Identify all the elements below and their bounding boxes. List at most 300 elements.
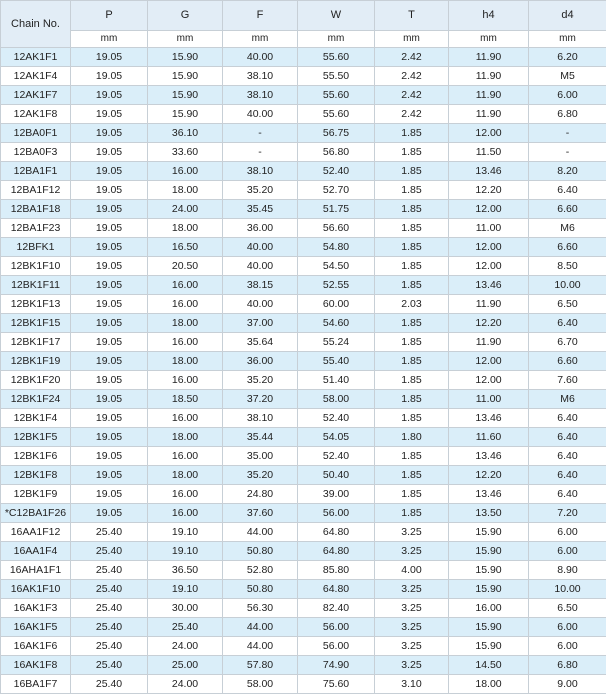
- f-cell: 35.20: [223, 181, 298, 200]
- t-cell: 3.25: [375, 523, 449, 542]
- w-cell: 56.00: [298, 637, 375, 656]
- t-cell: 3.25: [375, 542, 449, 561]
- table-header: [1, 1, 606, 48]
- t-cell: 1.85: [375, 314, 449, 333]
- d4-cell: 6.40: [529, 314, 606, 333]
- g-cell: 16.00: [148, 447, 223, 466]
- chain-no-cell: 12AK1F8: [1, 105, 71, 124]
- chain-no-cell: *C12BA1F26: [1, 504, 71, 523]
- t-cell: 1.85: [375, 466, 449, 485]
- g-cell: 24.00: [148, 637, 223, 656]
- g-cell: 16.00: [148, 276, 223, 295]
- h4-cell: 12.00: [449, 238, 529, 257]
- d4-cell: 9.00: [529, 675, 606, 694]
- p-cell: 19.05: [71, 295, 148, 314]
- table-row: [1, 580, 606, 599]
- p-cell: 19.05: [71, 352, 148, 371]
- d4-cell: 6.00: [529, 542, 606, 561]
- p-cell: 19.05: [71, 504, 148, 523]
- chain-no-cell: 12BK1F20: [1, 371, 71, 390]
- w-cell: 52.55: [298, 276, 375, 295]
- unit-t: mm: [375, 31, 449, 48]
- w-cell: 54.60: [298, 314, 375, 333]
- w-cell: 55.50: [298, 67, 375, 86]
- f-cell: 58.00: [223, 675, 298, 694]
- h4-cell: 11.00: [449, 390, 529, 409]
- f-cell: 40.00: [223, 48, 298, 67]
- g-cell: 18.00: [148, 466, 223, 485]
- g-cell: 18.00: [148, 219, 223, 238]
- p-cell: 19.05: [71, 276, 148, 295]
- chain-no-cell: 12BK1F4: [1, 409, 71, 428]
- g-cell: 16.00: [148, 333, 223, 352]
- d4-cell: 6.80: [529, 105, 606, 124]
- g-cell: 18.50: [148, 390, 223, 409]
- d4-cell: 8.90: [529, 561, 606, 580]
- p-cell: 25.40: [71, 561, 148, 580]
- f-cell: 56.30: [223, 599, 298, 618]
- col-header-d4: d4: [529, 1, 606, 31]
- t-cell: 3.25: [375, 656, 449, 675]
- w-cell: 64.80: [298, 580, 375, 599]
- table-row: [1, 181, 606, 200]
- d4-cell: 10.00: [529, 276, 606, 295]
- p-cell: 25.40: [71, 637, 148, 656]
- g-cell: 19.10: [148, 542, 223, 561]
- p-cell: 19.05: [71, 162, 148, 181]
- p-cell: 19.05: [71, 314, 148, 333]
- d4-cell: 6.50: [529, 599, 606, 618]
- t-cell: 2.03: [375, 295, 449, 314]
- f-cell: 40.00: [223, 295, 298, 314]
- chain-no-cell: 16AK1F10: [1, 580, 71, 599]
- d4-cell: -: [529, 124, 606, 143]
- h4-cell: 15.90: [449, 542, 529, 561]
- chain-no-cell: 16AA1F4: [1, 542, 71, 561]
- d4-cell: 6.20: [529, 48, 606, 67]
- h4-cell: 12.00: [449, 124, 529, 143]
- col-header-f: F: [223, 1, 298, 31]
- p-cell: 25.40: [71, 675, 148, 694]
- chain-no-cell: 12BA1F18: [1, 200, 71, 219]
- w-cell: 56.80: [298, 143, 375, 162]
- chain-no-cell: 12BK1F17: [1, 333, 71, 352]
- w-cell: 82.40: [298, 599, 375, 618]
- f-cell: 24.80: [223, 485, 298, 504]
- f-cell: 50.80: [223, 542, 298, 561]
- w-cell: 55.60: [298, 48, 375, 67]
- w-cell: 50.40: [298, 466, 375, 485]
- p-cell: 19.05: [71, 124, 148, 143]
- w-cell: 51.75: [298, 200, 375, 219]
- t-cell: 1.85: [375, 333, 449, 352]
- d4-cell: 6.00: [529, 523, 606, 542]
- d4-cell: 6.60: [529, 352, 606, 371]
- table-row: [1, 656, 606, 675]
- table-row: [1, 390, 606, 409]
- chain-no-cell: 16BA1F7: [1, 675, 71, 694]
- table-row: [1, 295, 606, 314]
- p-cell: 19.05: [71, 219, 148, 238]
- d4-cell: 8.20: [529, 162, 606, 181]
- table-row: [1, 48, 606, 67]
- f-cell: 35.00: [223, 447, 298, 466]
- f-cell: 40.00: [223, 238, 298, 257]
- col-header-g: G: [148, 1, 223, 31]
- d4-cell: M6: [529, 390, 606, 409]
- g-cell: 16.00: [148, 295, 223, 314]
- table-row: [1, 428, 606, 447]
- w-cell: 56.00: [298, 504, 375, 523]
- t-cell: 1.85: [375, 485, 449, 504]
- g-cell: 16.00: [148, 504, 223, 523]
- w-cell: 64.80: [298, 523, 375, 542]
- h4-cell: 18.00: [449, 675, 529, 694]
- h4-cell: 11.90: [449, 67, 529, 86]
- chain-no-cell: 12BK1F15: [1, 314, 71, 333]
- h4-cell: 14.50: [449, 656, 529, 675]
- h4-cell: 12.20: [449, 314, 529, 333]
- h4-cell: 11.90: [449, 105, 529, 124]
- t-cell: 1.85: [375, 276, 449, 295]
- h4-cell: 15.90: [449, 523, 529, 542]
- table-row: [1, 162, 606, 181]
- d4-cell: 6.60: [529, 200, 606, 219]
- f-cell: 38.10: [223, 409, 298, 428]
- unit-p: mm: [71, 31, 148, 48]
- t-cell: 1.85: [375, 257, 449, 276]
- d4-cell: M6: [529, 219, 606, 238]
- p-cell: 19.05: [71, 105, 148, 124]
- h4-cell: 12.00: [449, 200, 529, 219]
- table-row: [1, 675, 606, 694]
- chain-no-cell: 12BK1F11: [1, 276, 71, 295]
- chain-no-cell: 16AHA1F1: [1, 561, 71, 580]
- w-cell: 75.60: [298, 675, 375, 694]
- g-cell: 19.10: [148, 523, 223, 542]
- h4-cell: 13.46: [449, 409, 529, 428]
- d4-cell: 6.40: [529, 485, 606, 504]
- w-cell: 55.40: [298, 352, 375, 371]
- p-cell: 19.05: [71, 333, 148, 352]
- p-cell: 19.05: [71, 447, 148, 466]
- f-cell: 38.10: [223, 86, 298, 105]
- t-cell: 1.85: [375, 352, 449, 371]
- h4-cell: 15.90: [449, 618, 529, 637]
- w-cell: 56.60: [298, 219, 375, 238]
- chain-no-cell: 16AK1F3: [1, 599, 71, 618]
- d4-cell: 7.20: [529, 504, 606, 523]
- h4-cell: 11.90: [449, 333, 529, 352]
- g-cell: 16.00: [148, 409, 223, 428]
- d4-cell: M5: [529, 67, 606, 86]
- p-cell: 25.40: [71, 580, 148, 599]
- d4-cell: 6.60: [529, 238, 606, 257]
- h4-cell: 13.46: [449, 276, 529, 295]
- f-cell: 44.00: [223, 618, 298, 637]
- t-cell: 3.10: [375, 675, 449, 694]
- t-cell: 2.42: [375, 48, 449, 67]
- p-cell: 19.05: [71, 390, 148, 409]
- d4-cell: 6.00: [529, 637, 606, 656]
- chain-no-cell: 12BK1F6: [1, 447, 71, 466]
- g-cell: 15.90: [148, 48, 223, 67]
- g-cell: 20.50: [148, 257, 223, 276]
- d4-cell: 8.50: [529, 257, 606, 276]
- col-header-p: P: [71, 1, 148, 31]
- g-cell: 18.00: [148, 181, 223, 200]
- table-row: [1, 67, 606, 86]
- h4-cell: 11.50: [449, 143, 529, 162]
- w-cell: 55.24: [298, 333, 375, 352]
- g-cell: 30.00: [148, 599, 223, 618]
- table-row: [1, 485, 606, 504]
- table-row: [1, 618, 606, 637]
- chain-no-cell: 12BFK1: [1, 238, 71, 257]
- d4-cell: 6.00: [529, 86, 606, 105]
- w-cell: 56.00: [298, 618, 375, 637]
- table-row: [1, 86, 606, 105]
- d4-cell: 6.40: [529, 428, 606, 447]
- d4-cell: 6.40: [529, 181, 606, 200]
- chain-no-cell: 12AK1F1: [1, 48, 71, 67]
- g-cell: 19.10: [148, 580, 223, 599]
- t-cell: 2.42: [375, 67, 449, 86]
- table-row: [1, 143, 606, 162]
- w-cell: 55.60: [298, 105, 375, 124]
- g-cell: 24.00: [148, 200, 223, 219]
- t-cell: 1.85: [375, 200, 449, 219]
- g-cell: 18.00: [148, 428, 223, 447]
- d4-cell: 6.40: [529, 409, 606, 428]
- table-row: [1, 314, 606, 333]
- h4-cell: 13.50: [449, 504, 529, 523]
- chain-no-cell: 12BK1F24: [1, 390, 71, 409]
- w-cell: 74.90: [298, 656, 375, 675]
- p-cell: 19.05: [71, 48, 148, 67]
- f-cell: 35.44: [223, 428, 298, 447]
- h4-cell: 11.90: [449, 295, 529, 314]
- table-row: [1, 561, 606, 580]
- h4-cell: 15.90: [449, 580, 529, 599]
- w-cell: 52.70: [298, 181, 375, 200]
- chain-no-cell: 16AK1F5: [1, 618, 71, 637]
- f-cell: 50.80: [223, 580, 298, 599]
- t-cell: 1.85: [375, 409, 449, 428]
- t-cell: 1.80: [375, 428, 449, 447]
- h4-cell: 11.90: [449, 86, 529, 105]
- t-cell: 1.85: [375, 390, 449, 409]
- g-cell: 15.90: [148, 67, 223, 86]
- h4-cell: 12.20: [449, 466, 529, 485]
- chain-no-cell: 12AK1F7: [1, 86, 71, 105]
- w-cell: 54.80: [298, 238, 375, 257]
- f-cell: 37.00: [223, 314, 298, 333]
- t-cell: 1.85: [375, 238, 449, 257]
- p-cell: 19.05: [71, 466, 148, 485]
- p-cell: 25.40: [71, 542, 148, 561]
- chain-no-cell: 12BK1F10: [1, 257, 71, 276]
- chain-no-cell: 12BK1F13: [1, 295, 71, 314]
- chain-no-cell: 12BK1F8: [1, 466, 71, 485]
- f-cell: 52.80: [223, 561, 298, 580]
- p-cell: 25.40: [71, 656, 148, 675]
- col-header-h4: h4: [449, 1, 529, 31]
- f-cell: -: [223, 143, 298, 162]
- chain-no-cell: 16AA1F12: [1, 523, 71, 542]
- g-cell: 18.00: [148, 314, 223, 333]
- table-row: [1, 219, 606, 238]
- p-cell: 19.05: [71, 67, 148, 86]
- d4-cell: 6.80: [529, 656, 606, 675]
- t-cell: 1.85: [375, 447, 449, 466]
- w-cell: 51.40: [298, 371, 375, 390]
- f-cell: 38.10: [223, 67, 298, 86]
- w-cell: 52.40: [298, 447, 375, 466]
- g-cell: 24.00: [148, 675, 223, 694]
- f-cell: 40.00: [223, 105, 298, 124]
- chain-no-cell: 12BA1F12: [1, 181, 71, 200]
- chain-no-cell: 12BA1F1: [1, 162, 71, 181]
- w-cell: 52.40: [298, 409, 375, 428]
- f-cell: 37.20: [223, 390, 298, 409]
- f-cell: 35.20: [223, 466, 298, 485]
- chain-no-cell: 12AK1F4: [1, 67, 71, 86]
- p-cell: 19.05: [71, 409, 148, 428]
- f-cell: 37.60: [223, 504, 298, 523]
- t-cell: 1.85: [375, 371, 449, 390]
- h4-cell: 12.00: [449, 352, 529, 371]
- chain-no-cell: 16AK1F8: [1, 656, 71, 675]
- t-cell: 1.85: [375, 162, 449, 181]
- d4-cell: 6.40: [529, 447, 606, 466]
- f-cell: -: [223, 124, 298, 143]
- p-cell: 19.05: [71, 428, 148, 447]
- p-cell: 19.05: [71, 238, 148, 257]
- table-row: [1, 200, 606, 219]
- chain-no-cell: 12BK1F9: [1, 485, 71, 504]
- chain-no-cell: 16AK1F6: [1, 637, 71, 656]
- h4-cell: 11.00: [449, 219, 529, 238]
- g-cell: 36.50: [148, 561, 223, 580]
- h4-cell: 11.90: [449, 48, 529, 67]
- chain-no-cell: 12BA0F1: [1, 124, 71, 143]
- h4-cell: 13.46: [449, 447, 529, 466]
- unit-d4: mm: [529, 31, 606, 48]
- p-cell: 19.05: [71, 86, 148, 105]
- g-cell: 18.00: [148, 352, 223, 371]
- table-row: [1, 105, 606, 124]
- table-row: [1, 409, 606, 428]
- w-cell: 56.75: [298, 124, 375, 143]
- d4-cell: 6.00: [529, 618, 606, 637]
- d4-cell: 6.50: [529, 295, 606, 314]
- w-cell: 60.00: [298, 295, 375, 314]
- g-cell: 33.60: [148, 143, 223, 162]
- f-cell: 36.00: [223, 219, 298, 238]
- w-cell: 55.60: [298, 86, 375, 105]
- table-row: [1, 447, 606, 466]
- table-row: [1, 371, 606, 390]
- g-cell: 16.00: [148, 162, 223, 181]
- d4-cell: 6.70: [529, 333, 606, 352]
- t-cell: 3.25: [375, 580, 449, 599]
- t-cell: 1.85: [375, 181, 449, 200]
- t-cell: 1.85: [375, 504, 449, 523]
- table-row: [1, 466, 606, 485]
- unit-h4: mm: [449, 31, 529, 48]
- table-row: [1, 637, 606, 656]
- d4-cell: 7.60: [529, 371, 606, 390]
- p-cell: 19.05: [71, 200, 148, 219]
- f-cell: 44.00: [223, 523, 298, 542]
- p-cell: 19.05: [71, 181, 148, 200]
- unit-w: mm: [298, 31, 375, 48]
- t-cell: 3.25: [375, 599, 449, 618]
- p-cell: 25.40: [71, 523, 148, 542]
- h4-cell: 11.60: [449, 428, 529, 447]
- t-cell: 1.85: [375, 219, 449, 238]
- t-cell: 3.25: [375, 637, 449, 656]
- col-header-t: T: [375, 1, 449, 31]
- d4-cell: 10.00: [529, 580, 606, 599]
- table-row: [1, 542, 606, 561]
- table-body: [1, 48, 606, 694]
- table-row: [1, 257, 606, 276]
- w-cell: 54.05: [298, 428, 375, 447]
- f-cell: 57.80: [223, 656, 298, 675]
- p-cell: 19.05: [71, 485, 148, 504]
- p-cell: 19.05: [71, 143, 148, 162]
- w-cell: 52.40: [298, 162, 375, 181]
- h4-cell: 16.00: [449, 599, 529, 618]
- h4-cell: 13.46: [449, 162, 529, 181]
- chain-no-header: Chain No.: [1, 1, 71, 48]
- unit-g: mm: [148, 31, 223, 48]
- g-cell: 15.90: [148, 105, 223, 124]
- unit-f: mm: [223, 31, 298, 48]
- g-cell: 36.10: [148, 124, 223, 143]
- w-cell: 85.80: [298, 561, 375, 580]
- g-cell: 25.40: [148, 618, 223, 637]
- table-row: [1, 238, 606, 257]
- table-row: [1, 523, 606, 542]
- f-cell: 38.10: [223, 162, 298, 181]
- t-cell: 2.42: [375, 86, 449, 105]
- f-cell: 35.45: [223, 200, 298, 219]
- t-cell: 2.42: [375, 105, 449, 124]
- p-cell: 19.05: [71, 257, 148, 276]
- w-cell: 54.50: [298, 257, 375, 276]
- h4-cell: 13.46: [449, 485, 529, 504]
- d4-cell: 6.40: [529, 466, 606, 485]
- g-cell: 25.00: [148, 656, 223, 675]
- h4-cell: 15.90: [449, 561, 529, 580]
- f-cell: 36.00: [223, 352, 298, 371]
- w-cell: 58.00: [298, 390, 375, 409]
- w-cell: 64.80: [298, 542, 375, 561]
- t-cell: 1.85: [375, 124, 449, 143]
- g-cell: 15.90: [148, 86, 223, 105]
- t-cell: 3.25: [375, 618, 449, 637]
- chain-no-cell: 12BK1F5: [1, 428, 71, 447]
- col-header-w: W: [298, 1, 375, 31]
- p-cell: 25.40: [71, 599, 148, 618]
- t-cell: 4.00: [375, 561, 449, 580]
- f-cell: 44.00: [223, 637, 298, 656]
- t-cell: 1.85: [375, 143, 449, 162]
- table-row: [1, 599, 606, 618]
